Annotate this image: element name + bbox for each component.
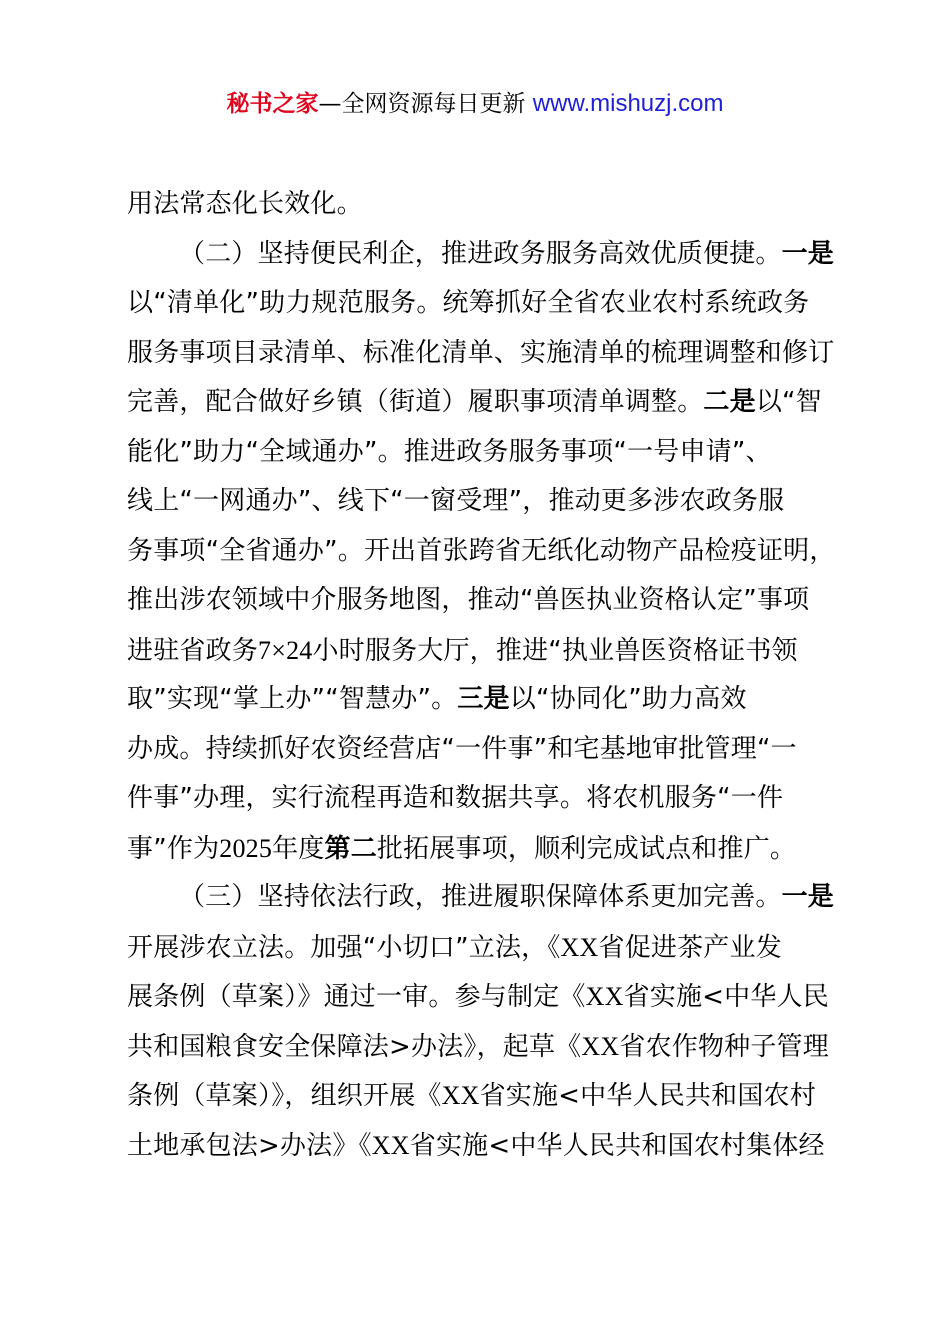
text-line: 线上“一网通办”、线下“一窗受理”，推动更多涉农政务服 (127, 486, 785, 516)
header-banner (0, 86, 950, 122)
text-line: 推出涉农领域中介服务地图，推动“兽医执业资格认定”事项 (127, 585, 810, 615)
text-line: 务事项“全省通办”。开出首张跨省无纸化动物产品检疫证明， (127, 535, 836, 566)
text-line: 土地承包法>办法》《XX省实施<中华人民共和国农村集体经 (127, 1130, 825, 1161)
site-url[interactable]: www.mishuzj.com (532, 90, 724, 117)
text-line: 完善，配合做好乡镇（街道）履职事项清单调整。二是以“智 (127, 387, 822, 417)
text-line: 以“清单化”助力规范服务。统筹抓好全省农业农村系统政务 (127, 288, 810, 318)
text-line: 取”实现“掌上办”“智慧办”。三是以“协同化”助力高效 (127, 684, 747, 714)
header-tagline: —全网资源每日更新 (318, 91, 533, 117)
section-heading-3: （三）坚持依法行政，推进履职保障体系更加完善。一是 (179, 882, 835, 912)
brand-name: 秘书之家 (226, 91, 319, 117)
text-line: 条例（草案）》，组织开展《XX省实施<中华人民共和国农村 (127, 1081, 816, 1111)
text-line: 能化”助力“全域通办”。推进政务服务事项“一号申请”、 (127, 436, 772, 467)
text-line: 用法常态化长效化。 (127, 189, 363, 219)
section-heading-2: （二）坚持便民利企，推进政务服务高效优质便捷。一是 (179, 238, 835, 269)
text-line: 共和国粮食安全保障法>办法》，起草《XX省农作物种子管理 (127, 1031, 829, 1062)
text-line: 开展涉农立法。加强“小切口”立法，《XX省促进茶产业发 (127, 932, 782, 963)
text-line: 件事”办理，实行流程再造和数据共享。将农机服务“一件 (127, 783, 784, 813)
text-line: 事”作为2025年度第二批拓展事项，顺利完成试点和推广。 (127, 833, 797, 864)
text-line: 展条例（草案）》通过一审。参与制定《XX省实施<中华人民 (127, 982, 829, 1012)
text-line: 服务事项目录清单、标准化清单、实施清单的梳理调整和修订 (127, 337, 835, 368)
text-line: 进驻省政务7×24小时服务大厅，推进“执业兽医资格证书领 (127, 635, 798, 666)
document-body (127, 180, 837, 1170)
text-line: 办成。持续抓好农资经营店“一件事”和宅基地审批管理“一 (127, 733, 797, 764)
